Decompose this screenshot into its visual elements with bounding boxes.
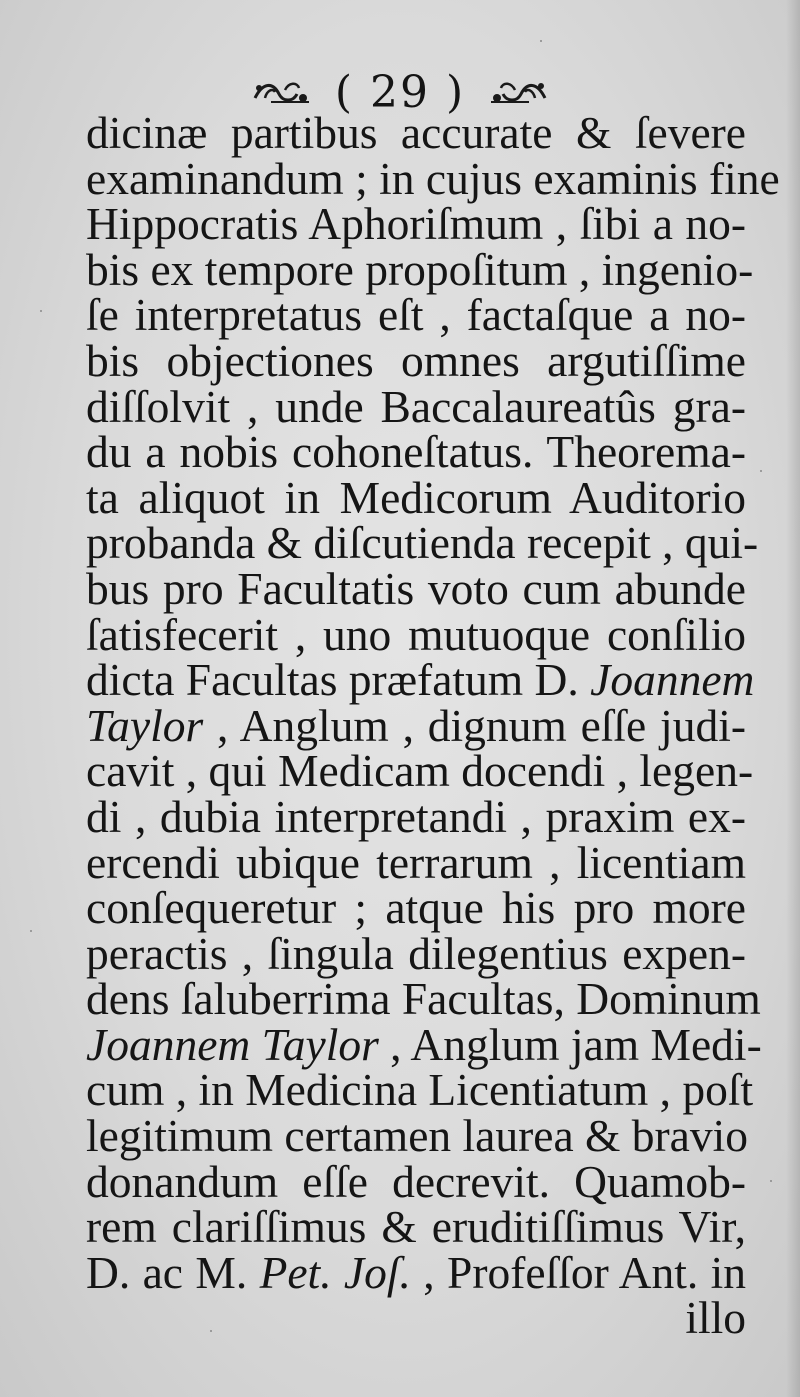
page-number: ( 29 ) xyxy=(334,66,466,118)
line-text: bis ex tempore propoſitum , ingenio- xyxy=(86,243,754,295)
line-text: ſatisfecerit , uno mutuoque conſilio xyxy=(86,608,746,660)
line-text: , Profeſſor Ant. in xyxy=(410,1246,746,1298)
line-text: bis objectiones omnes argutiſſime xyxy=(86,334,746,386)
body-text xyxy=(86,107,780,1344)
text-line xyxy=(86,1292,746,1344)
line-text: ſe interpretatus eſt , factaſque a no- xyxy=(86,289,746,341)
text-line xyxy=(86,927,746,979)
line-text: cavit , qui Medicam docendi , legen- xyxy=(86,745,754,797)
text-line xyxy=(86,426,746,478)
paper-speck xyxy=(540,40,542,42)
page-edge-shadow xyxy=(786,0,800,1397)
text-line xyxy=(86,790,746,842)
left-fleuron-icon xyxy=(251,76,313,108)
text-line xyxy=(86,1018,762,1070)
text-line xyxy=(86,334,746,386)
text-line xyxy=(86,882,746,934)
text-line xyxy=(86,517,759,569)
line-text: examinandum ; in cujus examinis fine xyxy=(86,152,780,204)
line-text: probanda & diſcutienda recepit , qui- xyxy=(86,517,759,569)
paper-speck xyxy=(760,470,762,472)
text-line xyxy=(86,1155,746,1207)
line-text: legitimum certamen laurea & bravio xyxy=(86,1110,749,1162)
line-text: dicinæ partibus accurate & ſevere xyxy=(86,107,746,158)
text-line xyxy=(86,1246,746,1298)
line-text: cum , in Medicina Licentiatum , poſt xyxy=(86,1064,754,1116)
italic-name-text: Joannem xyxy=(590,654,755,706)
text-line xyxy=(86,973,761,1025)
line-text: rem clariſſimus & eruditiſſimus Vir, xyxy=(86,1201,746,1253)
line-text: dicta Facultas præfatum D. xyxy=(86,654,591,706)
text-line xyxy=(86,471,746,523)
text-line xyxy=(86,107,746,158)
paper-speck xyxy=(40,310,42,312)
line-text: ta aliquot in Medicorum Auditorio xyxy=(86,471,746,523)
text-line xyxy=(86,1110,749,1162)
text-line xyxy=(86,380,746,432)
italic-name-text: Taylor xyxy=(86,699,204,751)
line-text: di , dubia interpretandi , praxim ex- xyxy=(86,790,746,842)
text-line xyxy=(86,654,755,706)
line-text: du a nobis cohoneſtatus. Theorema- xyxy=(86,426,746,478)
text-line xyxy=(86,1201,746,1253)
line-text: Hippocratis Aphoriſmum , ſibi a no- xyxy=(86,198,746,250)
line-text: , Anglum jam Medi- xyxy=(378,1018,762,1070)
line-text: , Anglum , dignum eſſe judi- xyxy=(203,699,746,751)
text-line xyxy=(86,152,780,204)
line-text: peractis , ſingula dilegentius expen- xyxy=(86,927,746,979)
paper-speck xyxy=(770,1180,772,1182)
paper-speck xyxy=(210,1330,212,1332)
italic-name-text: Pet. Joſ. xyxy=(259,1246,411,1298)
paper-speck xyxy=(30,930,32,932)
line-text: donandum eſſe decrevit. Quamob- xyxy=(86,1155,746,1207)
text-line xyxy=(86,745,754,797)
text-line xyxy=(86,608,746,660)
line-text: diſſolvit , unde Baccalaureatûs gra- xyxy=(86,380,746,432)
text-line xyxy=(86,289,746,341)
line-text: dens ſaluberrima Facultas, Dominum xyxy=(86,973,761,1025)
text-line xyxy=(86,699,746,751)
text-line xyxy=(86,1064,754,1116)
line-text: illo xyxy=(685,1292,746,1344)
line-text: conſequeretur ; atque his pro more xyxy=(86,882,746,934)
line-text: D. ac M. xyxy=(86,1246,260,1298)
text-line xyxy=(86,836,746,888)
text-line xyxy=(86,562,746,614)
text-line xyxy=(86,243,754,295)
italic-name-text: Joannem Taylor xyxy=(86,1018,379,1070)
line-text: bus pro Facultatis voto cum abunde xyxy=(86,562,746,614)
text-line xyxy=(86,198,746,250)
line-text: ercendi ubique terrarum , licentiam xyxy=(86,836,746,888)
right-fleuron-icon xyxy=(487,76,549,108)
